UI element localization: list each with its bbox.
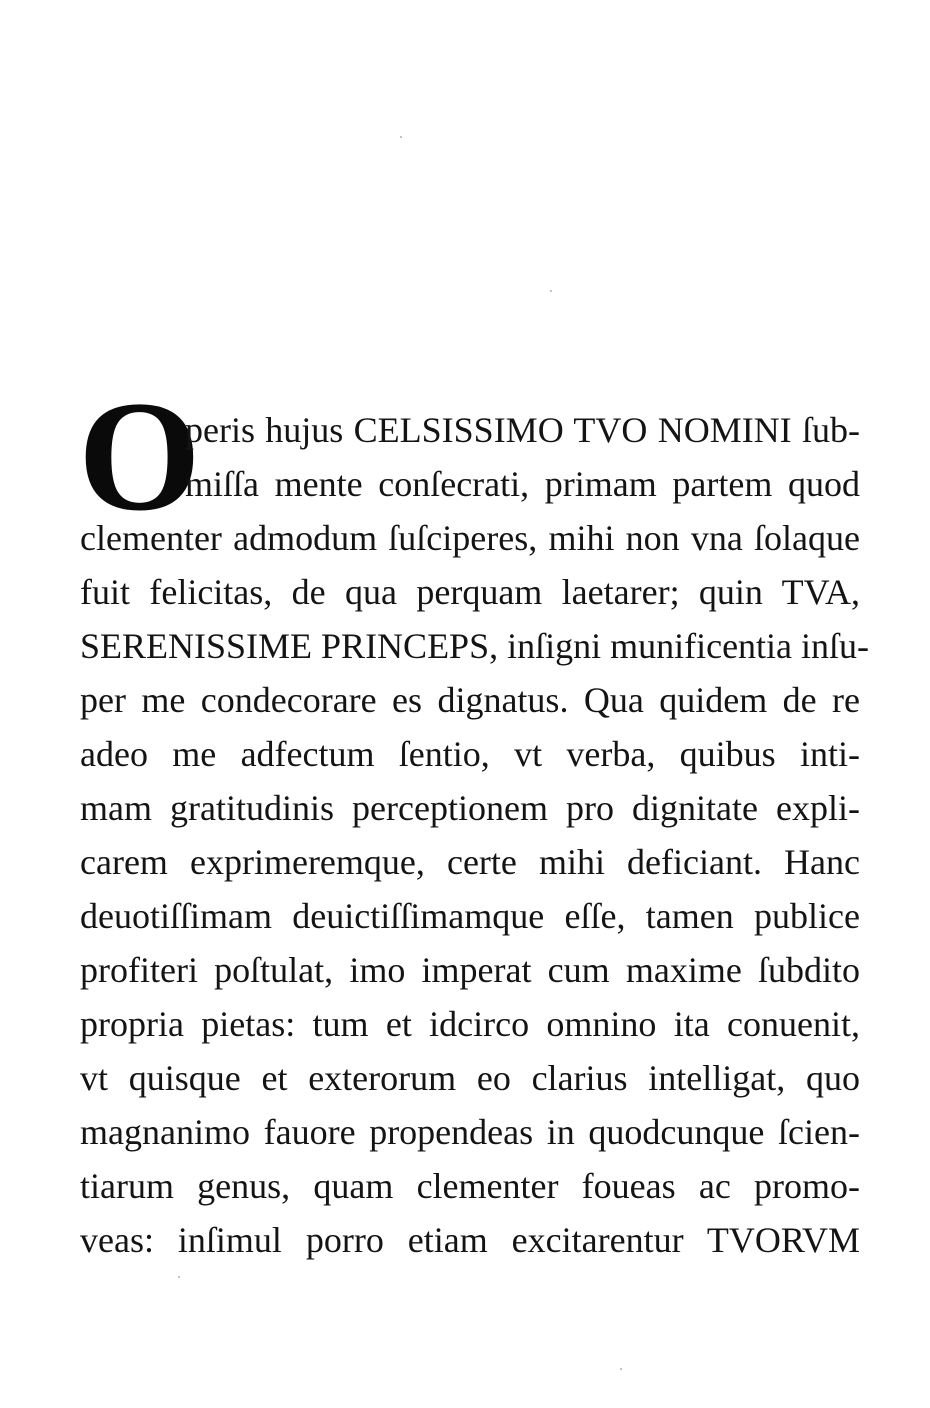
paper-speck bbox=[620, 1368, 622, 1370]
text-line: profiteri poſtulat, imo imperat cum maxime ſubdito bbox=[80, 950, 860, 990]
text-line: fuit felicitas, de qua perquam laetarer; quin TVA, bbox=[80, 572, 860, 612]
text-line: tiarum genus, quam clementer foueas ac promo- bbox=[80, 1166, 860, 1206]
paper-speck bbox=[400, 136, 402, 138]
text-line: clementer admodum ſuſciperes, mihi non vna ſolaque bbox=[80, 518, 860, 558]
text-line: per me condecorare es dignatus. Qua quidem de re bbox=[80, 680, 860, 720]
text-line: adeo me adfectum ſentio, vt verba, quibus inti- bbox=[80, 734, 860, 774]
text-line: veas: inſimul porro etiam excitarentur TVORVM bbox=[80, 1220, 860, 1260]
paper-speck bbox=[550, 290, 552, 292]
text-line: vt quisque et exterorum eo clarius intelligat, quo bbox=[80, 1058, 860, 1098]
text-line: carem exprimeremque, certe mihi deficiant. Hanc bbox=[80, 842, 860, 882]
paper-speck bbox=[178, 1276, 180, 1278]
text-line: propria pietas: tum et idcirco omnino ita conuenit, bbox=[80, 1004, 860, 1044]
text-line: magnanimo fauore propendeas in quodcunque ſcien- bbox=[80, 1112, 860, 1152]
text-line: SERENISSIME PRINCEPS, inſigni munificentia inſu- bbox=[80, 626, 870, 666]
drop-cap-initial: O bbox=[78, 369, 201, 544]
text-line: miſſa mente conſecrati, primam partem quod bbox=[185, 464, 860, 504]
text-line: deuotiſſimam deuictiſſimamque eſſe, tamen publice bbox=[80, 896, 860, 936]
text-line: peris hujus CELSISSIMO TVO NOMINI ſub- bbox=[185, 410, 860, 450]
text-line: mam gratitudinis perceptionem pro dignitate expli- bbox=[80, 788, 860, 828]
